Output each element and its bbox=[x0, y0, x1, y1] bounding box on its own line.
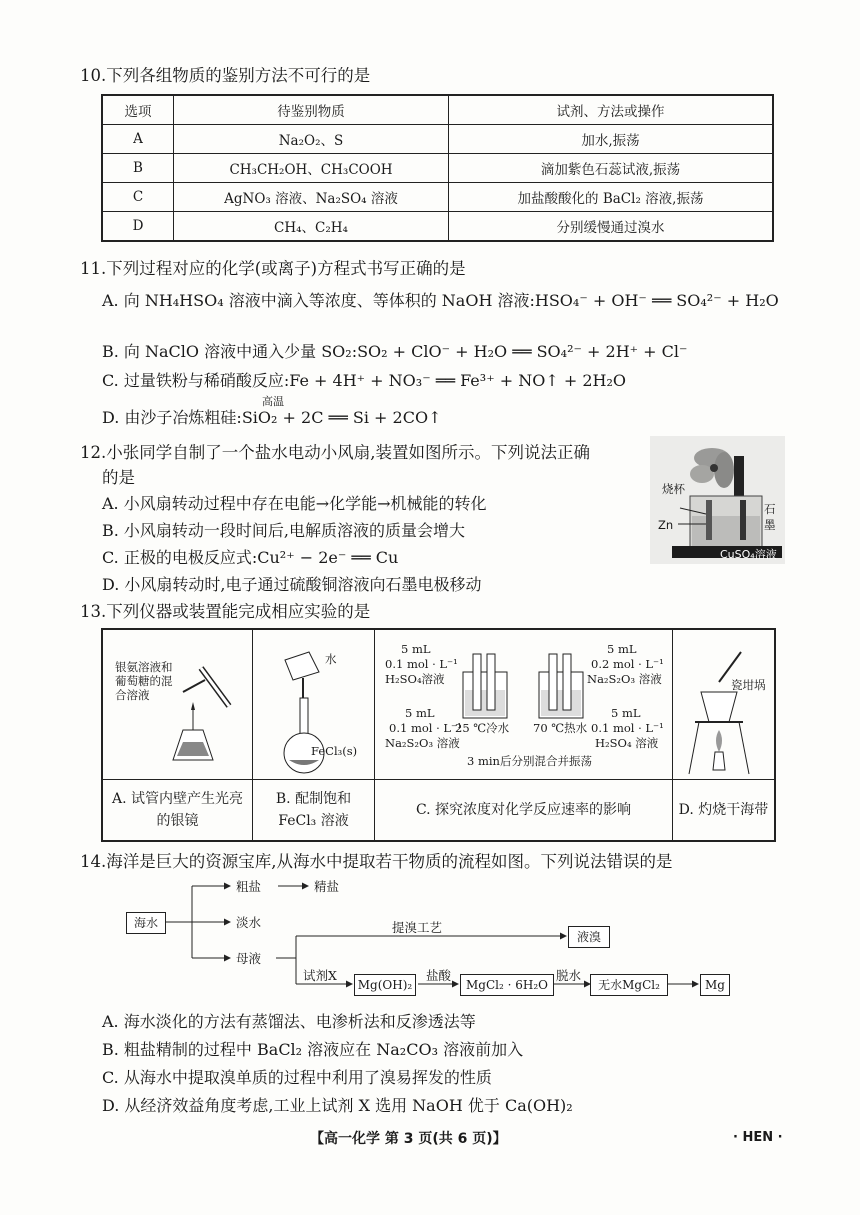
q12-stem-cont: 的是 bbox=[102, 468, 135, 487]
crucible-label: 瓷坩埚 bbox=[731, 678, 766, 692]
q12-option-d: D. 小风扇转动时,电子通过硫酸铜溶液向石墨电极移动 bbox=[102, 575, 482, 594]
label-glucose: 葡萄糖的混 bbox=[115, 674, 173, 688]
substance-cell: CH₄、C₂H₄ bbox=[174, 212, 449, 242]
mix-note: 3 min后分别混合并振荡 bbox=[467, 754, 592, 768]
hot-water-label: 70 ℃热水 bbox=[533, 721, 588, 735]
box-mgcl2-hydrate: MgCl₂ · 6H₂O bbox=[460, 974, 554, 996]
q13-cell-a bbox=[103, 630, 253, 840]
method-cell: 分别缓慢通过溴水 bbox=[449, 212, 774, 242]
node-mother-liquor: 母液 bbox=[236, 951, 262, 966]
method-cell: 加水,振荡 bbox=[449, 125, 774, 154]
c-left-conc-1: 0.1 mol · L⁻¹ bbox=[385, 657, 458, 671]
zn-label: Zn bbox=[658, 518, 674, 532]
water-bath-beakers-icon bbox=[459, 650, 589, 730]
q13-cell-c bbox=[375, 630, 673, 840]
q12-option-c: C. 正极的电极反应式:Cu²⁺ − 2e⁻ ══ Cu bbox=[102, 548, 399, 567]
c-right-solution-1: Na₂S₂O₃ 溶液 bbox=[587, 672, 662, 686]
cuso4-label: CuSO₄溶液 bbox=[720, 548, 777, 561]
q12-option-b: B. 小风扇转动一段时间后,电解质溶液的质量会增大 bbox=[102, 521, 466, 540]
q10-table bbox=[101, 94, 774, 242]
q13-caption-a: A. 试管内壁产生光亮的银镜 bbox=[103, 779, 252, 840]
q11-option-b: B. 向 NaClO 溶液中通入少量 SO₂:SO₂ + ClO⁻ + H₂O ══ SO₄²⁻ + 2H⁺ + Cl⁻ bbox=[102, 342, 688, 361]
graphite-label-1: 石 bbox=[764, 502, 776, 516]
q14-option-c: C. 从海水中提取溴单质的过程中利用了溴易挥发的性质 bbox=[102, 1068, 492, 1087]
box-seawater: 海水 bbox=[126, 912, 166, 934]
option-cell: B bbox=[102, 154, 174, 183]
option-cell: C bbox=[102, 183, 174, 212]
q14-option-b: B. 粗盐精制的过程中 BaCl₂ 溶液应在 Na₂CO₃ 溶液前加入 bbox=[102, 1040, 524, 1059]
c-right-solution-2: H₂SO₄ 溶液 bbox=[595, 736, 659, 750]
page-footer: 【高一化学 第 3 页(共 6 页)】 bbox=[310, 1131, 507, 1147]
table-row bbox=[102, 212, 773, 242]
graphite-label-2: 墨 bbox=[764, 518, 776, 532]
c-right-volume-1: 5 mL bbox=[607, 642, 637, 656]
q12-option-a: A. 小风扇转动过程中存在电能→化学能→机械能的转化 bbox=[102, 494, 487, 513]
reaction-condition: 高温 bbox=[262, 395, 284, 408]
box-liquid-bromine: 液溴 bbox=[568, 926, 610, 948]
fecl3-label: FeCl₃(s) bbox=[311, 744, 358, 758]
c-left-solution-2: Na₂S₂O₃ 溶液 bbox=[385, 736, 460, 750]
label-silver-ammonia: 银氨溶液和 bbox=[115, 660, 173, 674]
q13-figure-table bbox=[101, 628, 776, 842]
q11-option-d: D. 由沙子冶炼粗硅:SiO₂ + 2C ══ Si + 2CO↑ bbox=[102, 408, 442, 427]
cold-water-label: 25 ℃冷水 bbox=[455, 721, 510, 735]
q11-stem: 11.下列过程对应的化学(或离子)方程式书写正确的是 bbox=[80, 259, 466, 278]
method-cell: 加盐酸酸化的 BaCl₂ 溶液,振荡 bbox=[449, 183, 774, 212]
label-bromine-process: 提溴工艺 bbox=[392, 920, 443, 935]
header-cell: 选项 bbox=[102, 95, 174, 125]
q14-stem: 14.海洋是巨大的资源宝库,从海水中提取若干物质的流程如图。下列说法错误的是 bbox=[80, 852, 673, 871]
box-mgoh2: Mg(OH)₂ bbox=[354, 974, 416, 996]
option-cell: D bbox=[102, 212, 174, 242]
node-fine-salt: 精盐 bbox=[314, 879, 340, 894]
header-cell: 待鉴别物质 bbox=[174, 95, 449, 125]
q13-caption-b: B. 配制饱和 FeCl₃ 溶液 bbox=[253, 779, 374, 840]
c-right-conc-1: 0.2 mol · L⁻¹ bbox=[591, 657, 664, 671]
option-cell: A bbox=[102, 125, 174, 154]
substance-cell: Na₂O₂、S bbox=[174, 125, 449, 154]
label-reagent-x: 试剂X bbox=[303, 968, 337, 983]
beaker-label: 烧杯 bbox=[662, 482, 685, 496]
footer-code: · HEN · bbox=[733, 1130, 783, 1145]
fan-device-icon bbox=[650, 436, 785, 564]
node-crude-salt: 粗盐 bbox=[236, 879, 262, 894]
substance-cell: AgNO₃ 溶液、Na₂SO₄ 溶液 bbox=[174, 183, 449, 212]
box-anhydrous-mgcl2: 无水MgCl₂ bbox=[590, 974, 668, 996]
node-fresh-water: 淡水 bbox=[236, 915, 262, 930]
table-row bbox=[102, 183, 773, 212]
q14-option-d: D. 从经济效益角度考虑,工业上试剂 X 选用 NaOH 优于 Ca(OH)₂ bbox=[102, 1096, 573, 1115]
q11-option-c: C. 过量铁粉与稀硝酸反应:Fe + 4H⁺ + NO₃⁻ ══ Fe³⁺ + NO↑ + 2H₂O bbox=[102, 371, 626, 390]
c-right-conc-2: 0.1 mol · L⁻¹ bbox=[591, 721, 664, 735]
label-dehydrate: 脱水 bbox=[556, 968, 582, 983]
substance-cell: CH₃CH₂OH、CH₃COOH bbox=[174, 154, 449, 183]
c-left-solution-1: H₂SO₄溶液 bbox=[385, 672, 445, 686]
c-right-volume-2: 5 mL bbox=[611, 706, 641, 720]
label-mixture: 合溶液 bbox=[115, 688, 150, 702]
test-tube-heating-icon bbox=[143, 650, 243, 770]
table-header-row bbox=[102, 95, 773, 125]
q13-cell-d bbox=[673, 630, 774, 840]
c-left-volume-1: 5 mL bbox=[401, 642, 431, 656]
crucible-burner-icon bbox=[679, 642, 769, 778]
q11-option-a: A. 向 NH₄HSO₄ 溶液中滴入等浓度、等体积的 NaOH 溶液:HSO₄⁻ + OH⁻ ══ SO₄²⁻ + H₂O bbox=[102, 291, 779, 310]
fan-apparatus-figure bbox=[650, 436, 785, 564]
q14-option-a: A. 海水淡化的方法有蒸馏法、电渗析法和反渗透法等 bbox=[102, 1012, 476, 1031]
c-left-volume-2: 5 mL bbox=[405, 706, 435, 720]
header-cell: 试剂、方法或操作 bbox=[449, 95, 774, 125]
q13-cell-b bbox=[253, 630, 375, 840]
label-hcl: 盐酸 bbox=[426, 968, 452, 983]
q10-stem: 10.下列各组物质的鉴别方法不可行的是 bbox=[80, 66, 371, 85]
q12-stem: 12.小张同学自制了一个盐水电动小风扇,装置如图所示。下列说法正确 bbox=[80, 443, 590, 462]
method-cell: 滴加紫色石蕊试液,振荡 bbox=[449, 154, 774, 183]
box-mg: Mg bbox=[700, 974, 730, 996]
q13-caption-d: D. 灼烧干海带 bbox=[673, 779, 774, 840]
table-row bbox=[102, 154, 773, 183]
q13-stem: 13.下列仪器或装置能完成相应实验的是 bbox=[80, 602, 371, 621]
table-row bbox=[102, 125, 773, 154]
c-left-conc-2: 0.1 mol · L⁻¹ bbox=[389, 721, 462, 735]
water-label: 水 bbox=[325, 652, 337, 666]
q13-caption-c: C. 探究浓度对化学反应速率的影响 bbox=[375, 779, 672, 840]
